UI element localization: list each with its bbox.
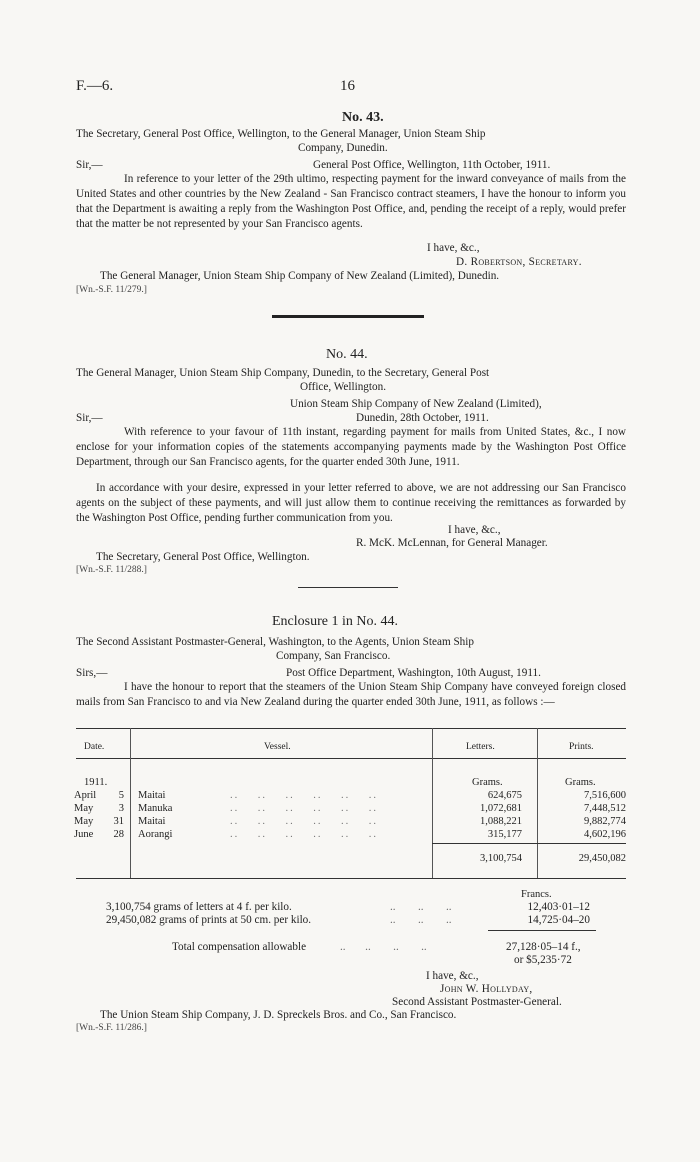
- page-section-code: F.—6.: [76, 78, 114, 94]
- row-prints: 7,448,512: [584, 803, 626, 814]
- enclosure-body: I have the honour to report that the steamers of the Union Steam Ship Company have conveyed foreign closed mails from San Francisco to and via New Zealand during the quarter ended 30th June, 1911, as follows :—: [76, 681, 626, 708]
- row-letters: 1,088,221: [480, 816, 522, 827]
- letter-43-addressee: The General Manager, Union Steam Ship Company of New Zealand (Limited), Dunedin.: [100, 270, 500, 282]
- row-leader: .. .. .. .. .. ..: [230, 816, 378, 827]
- row-vessel: Maitai: [138, 790, 166, 801]
- row-leader: .. .. .. .. .. ..: [230, 803, 378, 814]
- table-unit-letters: Grams.: [472, 777, 503, 788]
- enclosure-signature-name: John W. Hollyday,: [440, 983, 533, 995]
- enclosure-salutation: Sirs,—: [76, 667, 108, 679]
- letter-43-number: No. 43.: [342, 110, 384, 125]
- compensation-total-label: Total compensation allowable: [172, 941, 307, 953]
- table-total-rule: [432, 843, 626, 844]
- row-prints: 9,882,774: [584, 816, 626, 827]
- letter-43-body: In reference to your letter of the 29th ultimo, respecting payment for the inward conveyance of mails from the United States and other countries by the New Zealand - San Francisco contract steamers, I have the honour to inform you that the Department is awaiting a reply from the Washington Post Office, and, pending the receipt of a reply, would prefer that the matter be not represented by your San Francisco agents.: [76, 173, 626, 230]
- page-number: 16: [340, 78, 355, 94]
- table-column-divider: [130, 728, 131, 878]
- row-vessel: Aorangi: [138, 829, 173, 840]
- table-header-rule: [76, 758, 626, 759]
- row-day: 5: [118, 790, 124, 801]
- table-header-vessel: Vessel.: [264, 742, 291, 752]
- section-divider-thin: [298, 587, 398, 588]
- letter-44-sender-address: Union Steam Ship Company of New Zealand (Limited),: [290, 398, 542, 410]
- letter-43-heading-line1: The Secretary, General Post Office, Wellington, to the General Manager, Union Steam Ship: [76, 128, 486, 140]
- row-prints: 4,602,196: [584, 829, 626, 840]
- compensation-line2-value: 14,725·04–20: [527, 914, 590, 926]
- letter-43-closing: I have, &c.,: [427, 242, 480, 254]
- table-column-divider: [432, 728, 433, 878]
- row-month: April: [74, 790, 97, 801]
- row-leader: .. .. .. .. .. ..: [230, 790, 378, 801]
- row-month: May: [74, 803, 94, 814]
- letter-43-place-date: General Post Office, Wellington, 11th October, 1911.: [313, 159, 551, 171]
- compensation-total-value: 27,128·05–14 f.,: [506, 941, 581, 953]
- letter-44-signature: R. McK. McLennan, for General Manager.: [356, 537, 548, 549]
- letter-44-addressee: The Secretary, General Post Office, Wellington.: [96, 551, 310, 563]
- enclosure-heading-line1: The Second Assistant Postmaster-General, Washington, to the Agents, Union Steam Ship: [76, 636, 474, 648]
- table-total-letters: 3,100,754: [480, 853, 522, 864]
- letter-44-heading-line1: The General Manager, Union Steam Ship Company, Dunedin, to the Secretary, General Post: [76, 367, 490, 379]
- table-bottom-rule: [76, 878, 626, 879]
- letter-44-body-paragraph2: In accordance with your desire, expressed in your letter referred to above, we are not addressing our San Francisco agents on the subject of these payments, and will just allow them to continue receiving the remittances as forwarded by the Washington Post Office, pending further communication from you.: [76, 482, 626, 524]
- row-letters: 315,177: [487, 829, 522, 840]
- compensation-total-dollars: or $5,235·72: [514, 954, 572, 966]
- letter-43-reference: [Wn.-S.F. 11/279.]: [76, 285, 147, 295]
- row-day: 31: [113, 816, 124, 827]
- letter-44-reference: [Wn.-S.F. 11/288.]: [76, 565, 147, 575]
- compensation-leader: .. .. .. ..: [340, 941, 427, 953]
- letter-44-body-paragraph1: With reference to your favour of 11th instant, regarding payment for mails from United States, &c., I now enclose for your information copies of the statements accompanying payments made by the Washington Post Office Department, through our San Francisco agents, for the quarter ended 30th June, 1911.: [76, 426, 626, 468]
- row-letters: 1,072,681: [480, 803, 522, 814]
- section-divider-thick: [272, 315, 424, 318]
- table-header-letters: Letters.: [466, 742, 495, 752]
- row-vessel: Manuka: [138, 803, 173, 814]
- row-prints: 7,516,600: [584, 790, 626, 801]
- letter-44-place-date: Dunedin, 28th October, 1911.: [356, 412, 489, 424]
- enclosure-place-date: Post Office Department, Washington, 10th August, 1911.: [286, 667, 541, 679]
- table-top-rule: [76, 728, 626, 729]
- row-letters: 624,675: [487, 790, 522, 801]
- letter-43-salutation: Sir,—: [76, 159, 103, 171]
- row-day: 28: [113, 829, 124, 840]
- enclosure-addressee: The Union Steam Ship Company, J. D. Spreckels Bros. and Co., San Francisco.: [100, 1009, 457, 1021]
- letter-44-salutation: Sir,—: [76, 412, 103, 424]
- table-column-divider: [537, 728, 538, 878]
- enclosure-signature-title: Second Assistant Postmaster-General.: [392, 996, 562, 1008]
- enclosure-reference: [Wn.-S.F. 11/286.]: [76, 1023, 147, 1033]
- enclosure-title: Enclosure 1 in No. 44.: [272, 614, 398, 629]
- table-header-prints: Prints.: [569, 742, 594, 752]
- row-month: June: [74, 829, 94, 840]
- letter-44-number: No. 44.: [326, 347, 368, 362]
- compensation-line1-value: 12,403·01–12: [527, 901, 590, 913]
- compensation-leader: .. .. ..: [390, 901, 452, 913]
- compensation-line1-label: 3,100,754 grams of letters at 4 f. per kilo.: [106, 901, 292, 913]
- table-header-date: Date.: [84, 742, 105, 752]
- row-month: May: [74, 816, 94, 827]
- table-total-prints: 29,450,082: [578, 853, 626, 864]
- letter-44-heading-line2: Office, Wellington.: [300, 381, 386, 393]
- letter-43-heading-line2: Company, Dunedin.: [298, 142, 388, 154]
- table-year: 1911.: [84, 777, 108, 788]
- row-leader: .. .. .. .. .. ..: [230, 829, 378, 840]
- enclosure-heading-line2: Company, San Francisco.: [276, 650, 391, 662]
- compensation-line2-label: 29,450,082 grams of prints at 50 cm. per kilo.: [106, 914, 312, 926]
- table-unit-prints: Grams.: [565, 777, 596, 788]
- row-vessel: Maitai: [138, 816, 166, 827]
- letter-44-closing: I have, &c.,: [444, 523, 501, 538]
- letter-43-signature: D. Robertson, Secretary.: [456, 256, 582, 268]
- enclosure-closing: I have, &c.,: [426, 970, 479, 982]
- compensation-currency: Francs.: [521, 889, 552, 900]
- row-day: 3: [118, 803, 124, 814]
- compensation-sum-rule: [488, 930, 596, 931]
- compensation-leader: .. .. ..: [390, 914, 452, 926]
